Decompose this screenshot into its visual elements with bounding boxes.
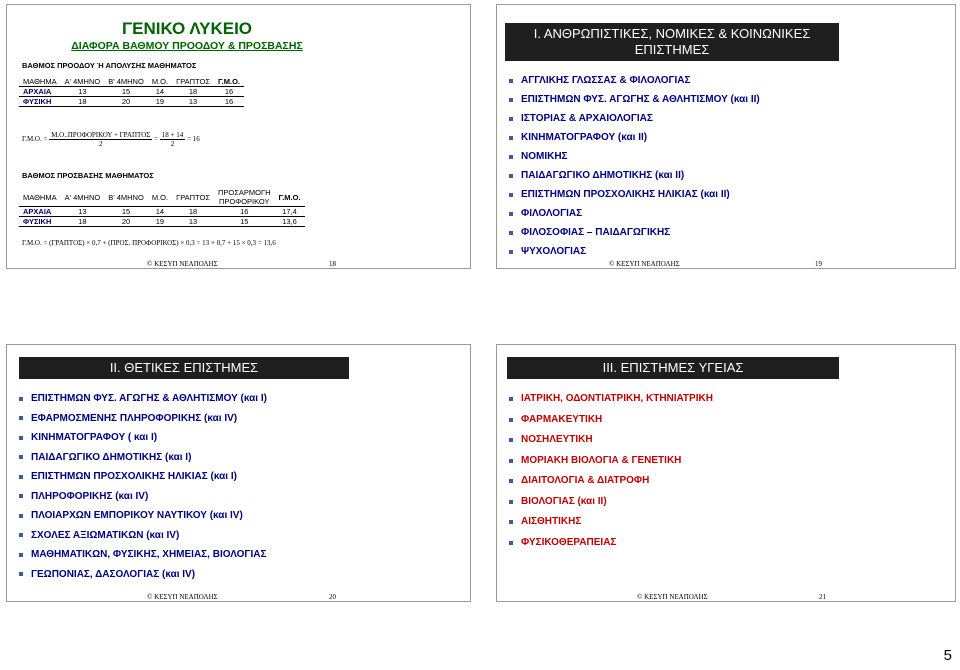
table-cell: 18 <box>172 207 214 217</box>
list-item: ΑΓΓΛΙΚΗΣ ΓΛΩΣΣΑΣ & ΦΙΛΟΛΟΓΙΑΣ <box>509 71 760 90</box>
table-cell: 18 <box>61 97 105 107</box>
table-header-cell: Μ.Ο. <box>148 188 172 207</box>
list-item: ΕΠΙΣΤΗΜΩΝ ΦΥΣ. ΑΓΩΓΗΣ & ΑΘΛΗΤΙΣΜΟΥ (και Ι) <box>19 389 267 409</box>
list-item: ΦΙΛΟΛΟΓΙΑΣ <box>509 204 760 223</box>
faculty-list <box>509 71 760 261</box>
slide-title-bar: ΙΙ. ΘΕΤΙΚΕΣ ΕΠΙΣΤΗΜΕΣ <box>19 357 349 379</box>
list-item: ΓΕΩΠΟΝΙΑΣ, ΔΑΣΟΛΟΓΙΑΣ (και ΙV) <box>19 565 267 585</box>
formula-fraction <box>49 131 152 148</box>
list-item: ΦΥΣΙΚΟΘΕΡΑΠΕΙΑΣ <box>509 533 713 554</box>
table-cell: 17,4 <box>275 207 305 217</box>
list-item: ΠΑΙΔΑΓΩΓΙΚΟ ΔΗΜΟΤΙΚΗΣ (και ΙΙ) <box>509 166 760 185</box>
table-cell: 13 <box>172 217 214 227</box>
table-cell: 13 <box>172 97 214 107</box>
list-item: ΦΑΡΜΑΚΕΥΤΙΚΗ <box>509 410 713 431</box>
list-item: ΑΙΣΘΗΤΙΚΗΣ <box>509 512 713 533</box>
list-item: ΜΑΘΗΜΑΤΙΚΩΝ, ΦΥΣΙΚΗΣ, ΧΗΜΕΙΑΣ, ΒΙΟΛΟΓΙΑΣ <box>19 545 267 565</box>
table-cell: ΑΡΧΑΙΑ <box>19 87 61 97</box>
list-item: ΔΙΑΙΤΟΛΟΓΙΑ & ΔΙΑΤΡΟΦΗ <box>509 471 713 492</box>
formula-admission: Γ.Μ.Ο. = (ΓΡΑΠΤΟΣ) × 0,7 + (ΠΡΟΣ. ΠΡΟΦΟΡΙΚΟΣ) × 0,3 = 13 × 0,7 + 15 × 0,3 = 13,6 <box>22 239 276 247</box>
table-header-cell: ΜΑΘΗΜΑ <box>19 188 61 207</box>
table-cell: 15 <box>104 207 148 217</box>
table-cell: 13 <box>61 207 105 217</box>
table-cell: 14 <box>148 207 172 217</box>
table-row <box>19 207 305 217</box>
fraction-denominator: 2 <box>99 140 103 148</box>
slide-19 <box>496 4 956 269</box>
table-cell: ΑΡΧΑΙΑ <box>19 207 61 217</box>
table-cell: 13,6 <box>275 217 305 227</box>
table-header-row <box>19 77 244 87</box>
table-cell: 19 <box>148 97 172 107</box>
fraction-numerator: Μ.Ο..ΠΡΟΦΟΡΙΚΟΥ + ΓΡΑΠΤΟΣ <box>51 131 151 139</box>
table-cell: 18 <box>61 217 105 227</box>
grades-table-progress <box>19 77 244 107</box>
table-header-cell: Γ.Μ.Ο. <box>275 188 305 207</box>
table-header-cell: ΠΡΟΣΑΡΜΟΓΗ ΠΡΟΦΟΡΙΚΟΥ <box>214 188 275 207</box>
slide-number: 19 <box>815 260 822 268</box>
list-item: ΙΣΤΟΡΙΑΣ & ΑΡΧΑΙΟΛΟΓΙΑΣ <box>509 109 760 128</box>
table-header-cell: ΓΡΑΠΤΟΣ <box>172 188 214 207</box>
formula-result: = 16 <box>187 135 200 144</box>
footer-copyright: © ΚΕΣΥΠ ΝΕΑΠΟΛΗΣ <box>147 593 218 601</box>
table-header-cell: Γ.Μ.Ο. <box>214 77 244 87</box>
list-item: ΕΦΑΡΜΟΣΜΕΝΗΣ ΠΛΗΡΟΦΟΡΙΚΗΣ (και ΙV) <box>19 409 267 429</box>
table-header-cell: Μ.Ο. <box>148 77 172 87</box>
list-item: ΜΟΡΙΑΚΗ ΒΙΟΛΟΓΙΑ & ΓΕΝΕΤΙΚΗ <box>509 451 713 472</box>
table-header-row <box>19 188 305 207</box>
formula-fraction <box>160 131 185 148</box>
slide-title-line: ΕΠΙΣΤΗΜΕΣ <box>634 42 710 57</box>
list-item: ΕΠΙΣΤΗΜΩΝ ΦΥΣ. ΑΓΩΓΗΣ & ΑΘΛΗΤΙΣΜΟΥ (και ΙΙ) <box>509 90 760 109</box>
section-heading: ΒΑΘΜΟΣ ΠΡΟΟΔΟΥ Ή ΑΠΟΛΥΣΗΣ ΜΑΘΗΜΑΤΟΣ <box>22 61 197 70</box>
fraction-numerator: 18 + 14 <box>161 131 184 139</box>
table-cell: 14 <box>148 87 172 97</box>
slide-title-bar <box>505 23 839 61</box>
section-heading: ΒΑΘΜΟΣ ΠΡΟΣΒΑΣΗΣ ΜΑΘΗΜΑΤΟΣ <box>22 171 154 180</box>
slide-18 <box>6 4 471 269</box>
slide-title-line: Ι. ΑΝΘΡΩΠΙΣΤΙΚΕΣ, ΝΟΜΙΚΕΣ & ΚΟΙΝΩΝΙΚΕΣ <box>533 26 811 41</box>
page-number: 5 <box>943 647 952 664</box>
list-item: ΙΑΤΡΙΚΗ, ΟΔΟΝΤΙΑΤΡΙΚΗ, ΚΤΗΝΙΑΤΡΙΚΗ <box>509 389 713 410</box>
list-item: ΚΙΝΗΜΑΤΟΓΡΑΦΟΥ (και ΙΙ) <box>509 128 760 147</box>
slide-21 <box>496 344 956 602</box>
list-item: ΠΛΟΙΑΡΧΩΝ ΕΜΠΟΡΙΚΟΥ ΝΑΥΤΙΚΟΥ (και ΙV) <box>19 506 267 526</box>
table-cell: 16 <box>214 87 244 97</box>
table-row <box>19 87 244 97</box>
slide-title-bar: ΙΙΙ. ΕΠΙΣΤΗΜΕΣ ΥΓΕΙΑΣ <box>507 357 839 379</box>
table-header-cell: ΓΡΑΠΤΟΣ <box>172 77 214 87</box>
list-item: ΠΑΙΔΑΓΩΓΙΚΟ ΔΗΜΟΤΙΚΗΣ (και Ι) <box>19 448 267 468</box>
table-header-cell: Α' 4ΜΗΝΟ <box>61 188 105 207</box>
table-cell: ΦΥΣΙΚΗ <box>19 97 61 107</box>
footer-copyright: © ΚΕΣΥΠ ΝΕΑΠΟΛΗΣ <box>147 260 218 268</box>
table-row <box>19 97 244 107</box>
table-header-cell: Β' 4ΜΗΝΟ <box>104 188 148 207</box>
list-item: ΕΠΙΣΤΗΜΩΝ ΠΡΟΣΧΟΛΙΚΗΣ ΗΛΙΚΙΑΣ (και ΙΙ) <box>509 185 760 204</box>
fraction-denominator: 2 <box>170 140 175 148</box>
table-cell: 19 <box>148 217 172 227</box>
formula-lhs: Γ.Μ.Ο. = <box>22 135 48 144</box>
table-cell: 18 <box>172 87 214 97</box>
footer-copyright: © ΚΕΣΥΠ ΝΕΑΠΟΛΗΣ <box>609 260 680 268</box>
table-cell: 20 <box>104 97 148 107</box>
grades-table-admission <box>19 188 305 227</box>
table-cell: ΦΥΣΙΚΗ <box>19 217 61 227</box>
list-item: ΦΙΛΟΣΟΦΙΑΣ – ΠΑΙΔΑΓΩΓΙΚΗΣ <box>509 223 760 242</box>
list-item: ΕΠΙΣΤΗΜΩΝ ΠΡΟΣΧΟΛΙΚΗΣ ΗΛΙΚΙΑΣ (και Ι) <box>19 467 267 487</box>
table-cell: 13 <box>61 87 105 97</box>
table-cell: 15 <box>104 87 148 97</box>
footer-copyright: © ΚΕΣΥΠ ΝΕΑΠΟΛΗΣ <box>637 593 708 601</box>
table-cell: 16 <box>214 97 244 107</box>
list-item: ΒΙΟΛΟΓΙΑΣ (και ΙΙ) <box>509 492 713 513</box>
slide-number: 18 <box>329 260 336 268</box>
faculty-list <box>509 389 713 553</box>
table-cell: 15 <box>214 217 275 227</box>
list-item: ΠΛΗΡΟΦΟΡΙΚΗΣ (και ΙV) <box>19 487 267 507</box>
slide-20 <box>6 344 471 602</box>
list-item: ΨΥΧΟΛΟΓΙΑΣ <box>509 242 760 261</box>
formula-progress: Γ.Μ.Ο. = $\frac{\text{Μ.Ο..ΠΡΟΦΟΡΙΚΟΥ + ΓΡΑΠΤΟΣ}}{2}$ = $\frac{18 + 14}{2}$ = 16 <box>22 131 200 148</box>
list-item: ΣΧΟΛΕΣ ΑΞΙΩΜΑΤΙΚΩΝ (και ΙV) <box>19 526 267 546</box>
table-header-cell: ΜΑΘΗΜΑ <box>19 77 61 87</box>
slide-subtitle: ΔΙΑΦΟΡΑ ΒΑΘΜΟΥ ΠΡΟΟΔΟΥ & ΠΡΟΣΒΑΣΗΣ <box>71 40 303 52</box>
list-item: ΝΟΣΗΛΕΥΤΙΚΗ <box>509 430 713 451</box>
table-cell: 20 <box>104 217 148 227</box>
list-item: ΝΟΜΙΚΗΣ <box>509 147 760 166</box>
slide-title: ΓΕΝΙΚΟ ΛΥΚΕΙΟ <box>121 19 253 38</box>
list-item: ΚΙΝΗΜΑΤΟΓΡΑΦΟΥ ( και Ι) <box>19 428 267 448</box>
table-cell: 16 <box>214 207 275 217</box>
faculty-list <box>19 389 267 584</box>
table-header-cell: Β' 4ΜΗΝΟ <box>104 77 148 87</box>
table-header-cell: Α' 4ΜΗΝΟ <box>61 77 105 87</box>
slide-number: 21 <box>819 593 826 601</box>
table-row <box>19 217 305 227</box>
slide-number: 20 <box>329 593 336 601</box>
